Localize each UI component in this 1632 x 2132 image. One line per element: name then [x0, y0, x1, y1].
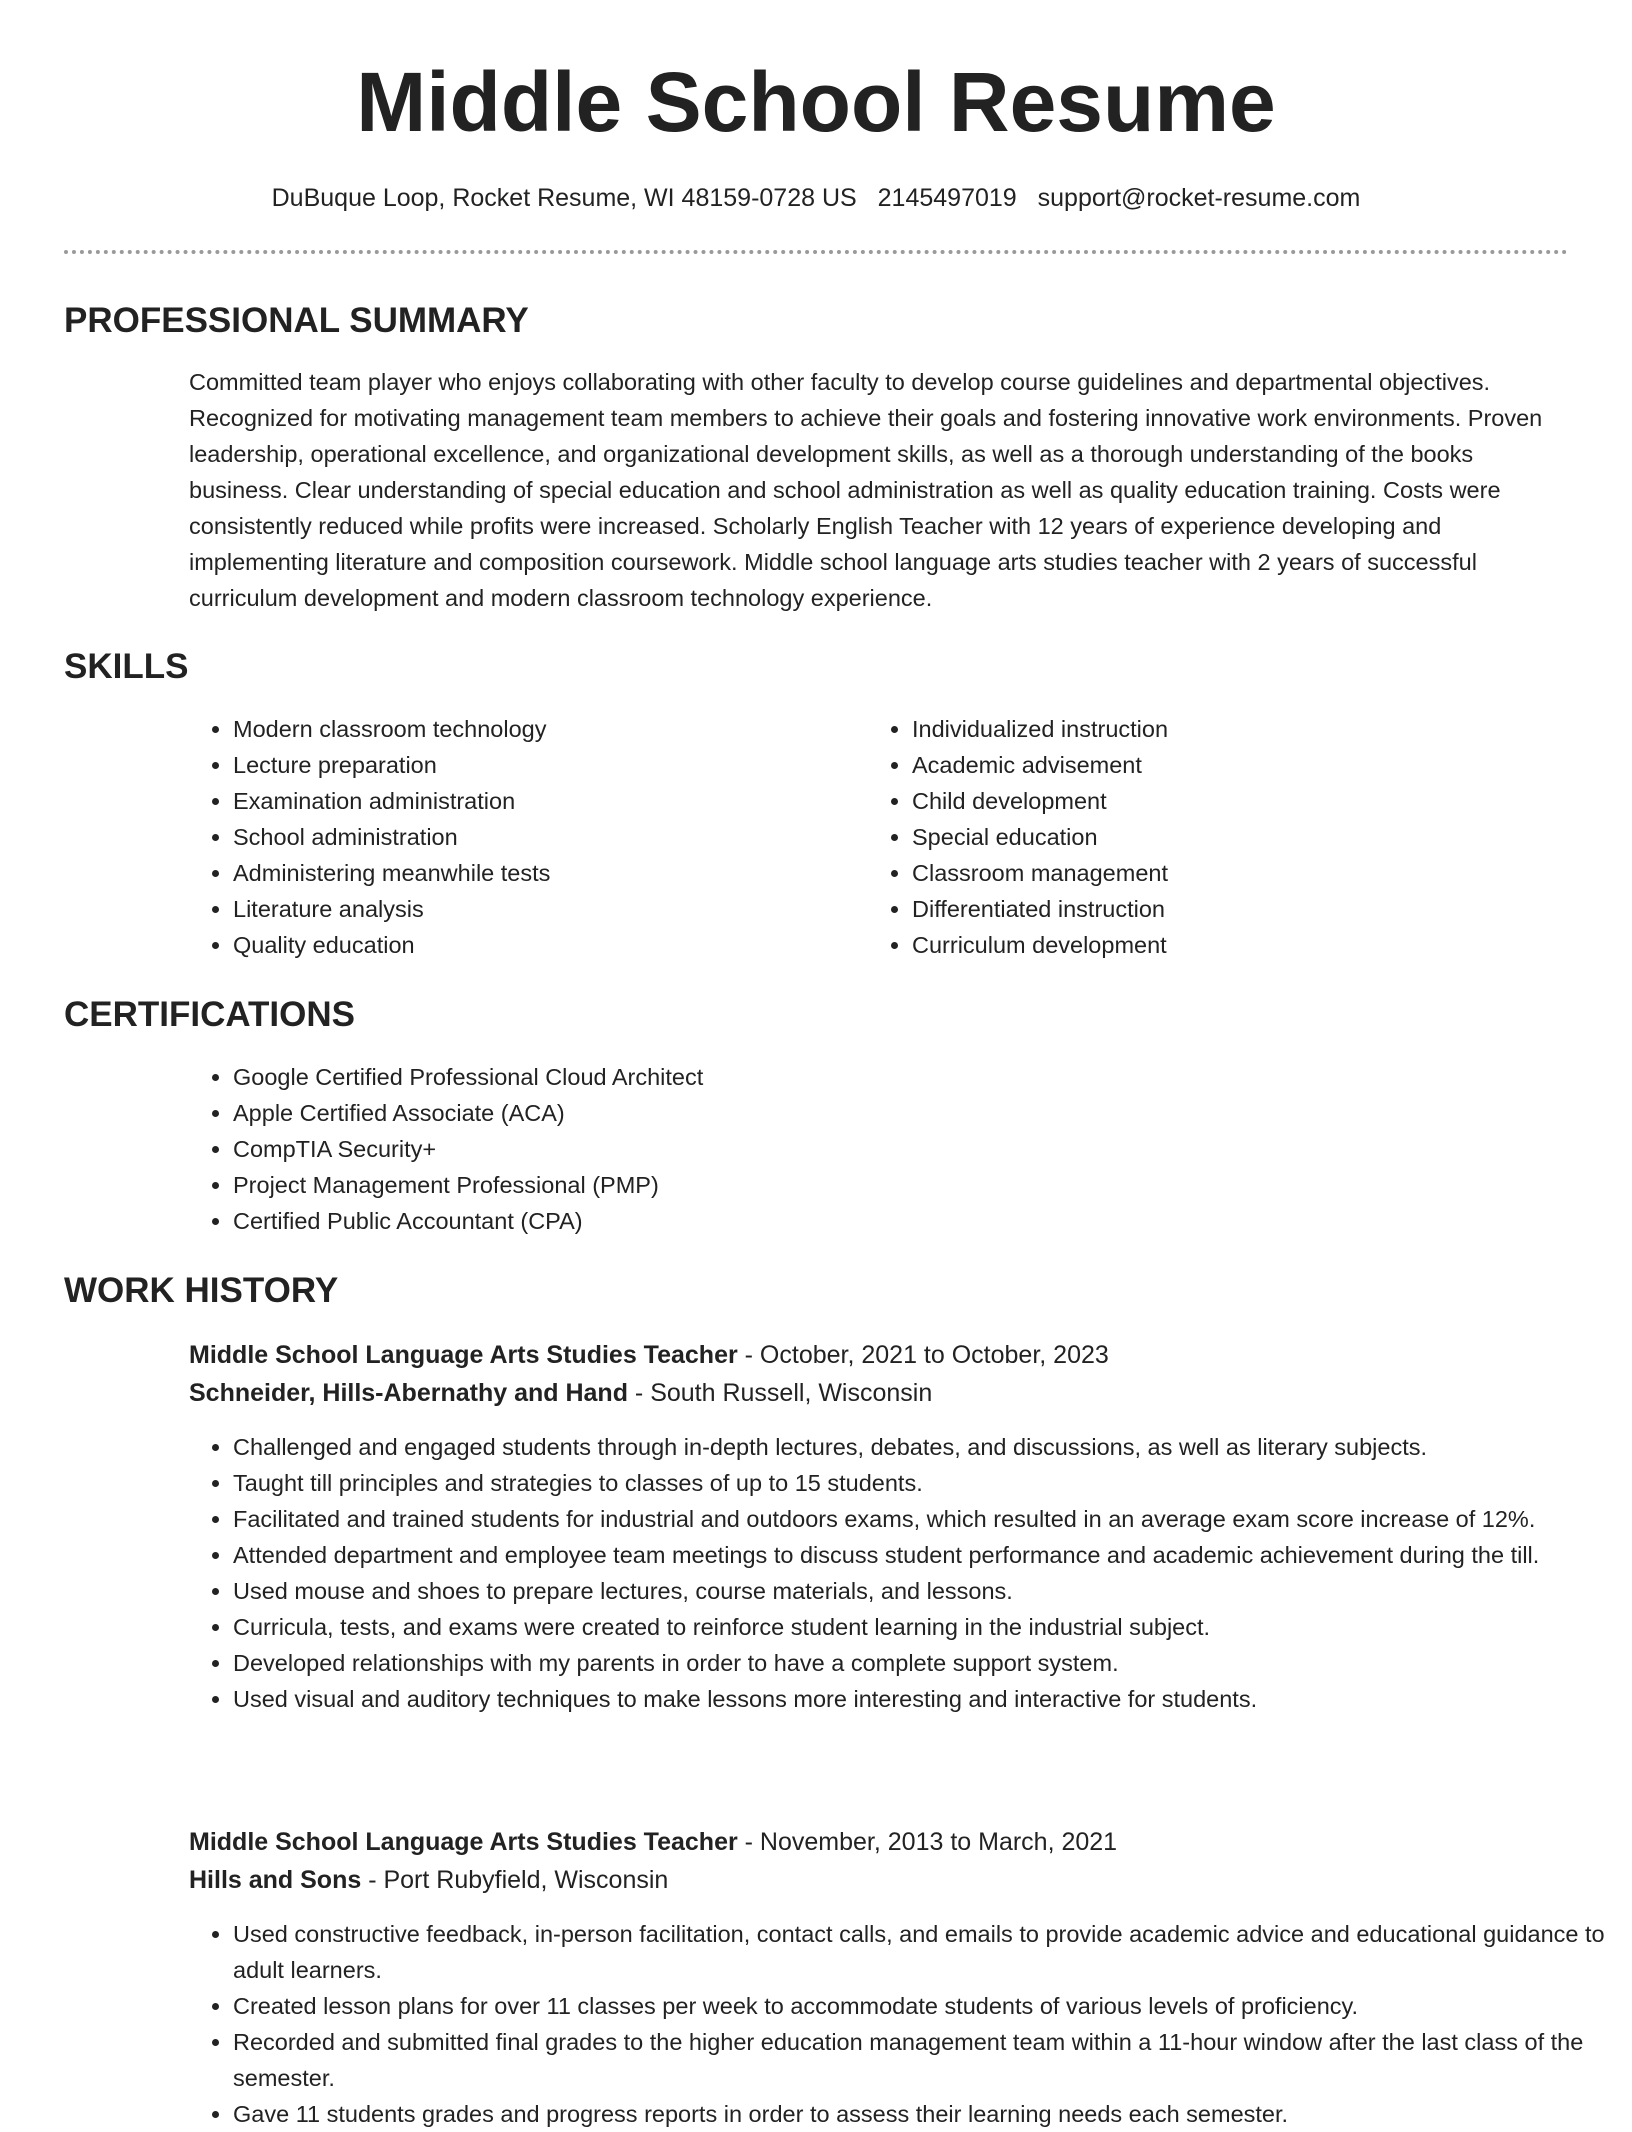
job-bullets	[189, 1916, 1613, 2132]
skill-item: • School administration	[233, 819, 793, 855]
skill-item: • Quality education	[233, 927, 793, 963]
job-bullet: • Developed relationships with my parents in order to have a complete support system.	[233, 1645, 1613, 1681]
skill-item: • Modern classroom technology	[233, 711, 793, 747]
job-company: Schneider, Hills-Abernathy and Hand	[189, 1379, 628, 1407]
work-history-heading: WORK HISTORY	[64, 1271, 339, 1310]
certification-item: • Certified Public Accountant (CPA)	[233, 1203, 1433, 1239]
certification-item: • CompTIA Security+	[233, 1131, 1433, 1167]
skills-heading: SKILLS	[64, 647, 189, 686]
job-bullet: • Challenged and engaged students through in-depth lectures, debates, and discussions, as well as literary subjects.	[233, 1429, 1613, 1465]
certifications-heading: CERTIFICATIONS	[64, 995, 356, 1034]
summary-text: Committed team player who enjoys collaborating with other faculty to develop course guidelines and departmental objectives. Recognized for motivating management team members to achieve their goals and fostering innovative work environments. Proven leadership, operational excellence, and organizational development skills, as well as a thorough understanding of the books business. Clear understanding of special education and school administration as well as quality education training. Costs were consistently reduced while profits were increased. Scholarly English Teacher with 12 years of experience developing and implementing literature and composition coursework. Middle school language arts studies teacher with 2 years of successful curriculum development and modern classroom technology experience.	[189, 369, 1543, 611]
certifications-list	[189, 1059, 1433, 1239]
skill-item: • Curriculum development	[912, 927, 1512, 963]
skill-item: • Differentiated instruction	[912, 891, 1512, 927]
skill-item: • Examination administration	[233, 783, 793, 819]
resume-name: Middle School Resume	[356, 55, 1276, 149]
job-company: Hills and Sons	[189, 1866, 362, 1894]
certification-item: • Apple Certified Associate (ACA)	[233, 1095, 1433, 1131]
job-bullet: • Used constructive feedback, in-person facilitation, contact calls, and emails to provide academic advice and educational guidance to adult learners.	[233, 1916, 1613, 1988]
skill-item: • Lecture preparation	[233, 747, 793, 783]
job-bullet: • Used visual and auditory techniques to make lessons more interesting and interactive for students.	[233, 1681, 1613, 1717]
skill-item: • Classroom management	[912, 855, 1512, 891]
job-title-line	[189, 1336, 1109, 1374]
job-company-line	[189, 1861, 668, 1899]
job-bullet: • Recorded and submitted final grades to the higher education management team within a 11-hour window after the last class of the semester.	[233, 2024, 1613, 2096]
job-bullets	[189, 1429, 1613, 1717]
skills-list-left	[189, 711, 793, 963]
contact-email: support@rocket-resume.com	[1037, 184, 1361, 212]
skill-item: • Administering meanwhile tests	[233, 855, 793, 891]
job-dates: - October, 2021 to October, 2023	[737, 1341, 1109, 1369]
job-bullet: • Curricula, tests, and exams were created to reinforce student learning in the industrial subject.	[233, 1609, 1613, 1645]
skill-item: • Child development	[912, 783, 1512, 819]
job-bullet: • Used mouse and shoes to prepare lectures, course materials, and lessons.	[233, 1573, 1613, 1609]
certification-item: • Google Certified Professional Cloud Architect	[233, 1059, 1433, 1095]
skill-item: • Literature analysis	[233, 891, 793, 927]
job-bullet: • Taught till principles and strategies to classes of up to 15 students.	[233, 1465, 1613, 1501]
job-location: - Port Rubyfield, Wisconsin	[361, 1866, 669, 1894]
job-company-line	[189, 1374, 932, 1412]
certification-item: • Project Management Professional (PMP)	[233, 1167, 1433, 1203]
skills-list-right	[868, 711, 1512, 963]
job-bullet: • Gave 11 students grades and progress reports in order to assess their learning needs each semester.	[233, 2096, 1613, 2132]
job-location: - South Russell, Wisconsin	[627, 1379, 933, 1407]
job-position: Middle School Language Arts Studies Teacher	[189, 1341, 738, 1369]
summary-heading: PROFESSIONAL SUMMARY	[64, 301, 529, 340]
skill-item: • Academic advisement	[912, 747, 1512, 783]
skill-item: • Individualized instruction	[912, 711, 1512, 747]
job-bullet: • Created lesson plans for over 11 classes per week to accommodate students of various levels of proficiency.	[233, 1988, 1613, 2024]
contact-line	[0, 180, 1632, 216]
job-title-line	[189, 1823, 1117, 1861]
header-divider	[64, 250, 1568, 254]
skill-item: • Special education	[912, 819, 1512, 855]
contact-phone: 2145497019	[877, 184, 1017, 212]
job-dates: - November, 2013 to March, 2021	[737, 1828, 1118, 1856]
job-bullet: • Attended department and employee team meetings to discuss student performance and academic achievement during the till.	[233, 1537, 1613, 1573]
job-bullet: • Facilitated and trained students for industrial and outdoors exams, which resulted in an average exam score increase of 12%.	[233, 1501, 1613, 1537]
contact-address: DuBuque Loop, Rocket Resume, WI 48159-0728 US	[271, 184, 857, 212]
job-position: Middle School Language Arts Studies Teacher	[189, 1828, 738, 1856]
